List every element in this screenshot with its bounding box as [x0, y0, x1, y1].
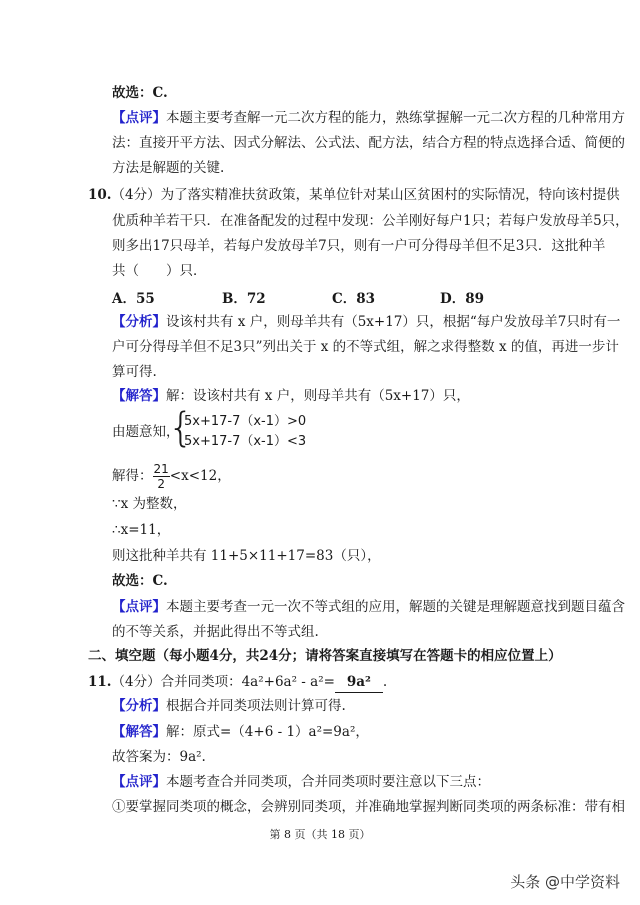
answer-q11	[112, 722, 369, 742]
comment-q10-line-2: 的不等关系，并据此得出不等式组.	[112, 624, 319, 640]
answer-q10-text-1: 解：设该村共有 x 户，则母羊共有（5x+17）只，	[166, 388, 470, 404]
analysis-q11-text: 根据合并同类项法则计算可得.	[166, 698, 346, 714]
comment-q11-text: 本题考查合并同类项，合并同类项时要注意以下三点：	[166, 774, 490, 790]
comment-q9-line-3: 方法是解题的关键.	[112, 160, 225, 176]
answer-tag-q11: 【解答】	[112, 724, 166, 740]
total-line: 则这批种羊共有 11+5×11+17=83（只），	[112, 548, 381, 564]
analysis-q10-text-1: 设该村共有 x 户，则母羊共有（5x+17）只，根据“每户发放母羊7只时有一	[166, 314, 621, 330]
option-a: A．55	[112, 291, 155, 307]
comment-q10-line-1	[112, 597, 625, 617]
answer-q11-text: 解：原式=（4+6 - 1）a²=9a²，	[166, 724, 369, 740]
watermark: 头条 @中学资料	[510, 873, 620, 891]
section-2-heading: 二、填空题（每小题4分，共24分；请将答案直接填写在答题卡的相应位置上）	[88, 648, 562, 664]
question-10-line-2: 优质种羊若干只．在准备配发的过程中发现：公羊刚好每户1只；若每户发放母羊5只，	[112, 213, 629, 229]
option-b: B．72	[222, 291, 266, 307]
inequality-row-2: 5x+17-7（x-1）<3	[184, 434, 307, 449]
solve-suffix: <x<12，	[169, 468, 231, 484]
comment-q9-text-1: 本题主要考查解一元二次方程的能力，熟练掌握解一元二次方程的几种常用方	[166, 110, 625, 126]
analysis-q10-line-3: 算可得.	[112, 364, 157, 380]
question-10-line-3: 则多出17只母羊，若每户发放母羊7只，则有一户可分得母羊但不足3只．这批种羊	[112, 238, 606, 254]
system-label: 由题意知，	[112, 424, 180, 440]
analysis-tag-q11: 【分析】	[112, 698, 166, 714]
question-11-number: 11.	[88, 674, 112, 690]
answer-q10-line-1	[112, 386, 470, 406]
question-10-line-4: 共（ ）只．	[112, 263, 207, 279]
solve-prefix: 解得：	[112, 468, 153, 484]
option-c: C．83	[332, 291, 376, 307]
therefore-line: ∴x=11，	[112, 522, 171, 538]
comment-q9-line-1	[112, 108, 625, 128]
analysis-q11	[112, 696, 346, 716]
answer-choice-q10: 故选：C.	[112, 573, 168, 589]
question-10-line-1	[88, 185, 620, 205]
comment-q11	[112, 772, 490, 792]
page-footer: 第 8 页（共 18 页）	[269, 828, 371, 841]
comment-q9-line-2: 法：直接开平方法、因式分解法、公式法、配方法，结合方程的特点选择合适、简便的	[112, 135, 625, 151]
comment-tag-q10: 【点评】	[112, 599, 166, 615]
question-11-stem: （4分）合并同类项：4a²+6a² - a²=	[111, 674, 335, 690]
question-10-text-1: （4分）为了落实精准扶贫政策，某单位针对某山区贫困村的实际情况，特向该村提供	[111, 187, 620, 203]
left-brace-icon: {	[168, 405, 194, 451]
fraction-numerator: 21	[153, 462, 169, 476]
comment-tag-q11: 【点评】	[112, 774, 166, 790]
comment-q10-text-1: 本题主要考查一元一次不等式组的应用，解题的关键是理解题意找到题目蕴含	[166, 599, 625, 615]
answer-blank: 9a²	[335, 672, 383, 693]
comment-tag: 【点评】	[112, 110, 166, 126]
option-d: D．89	[440, 291, 484, 307]
answer-tag: 【解答】	[112, 388, 166, 404]
comment-q11-point-1: ①要掌握同类项的概念，会辨别同类项，并准确地掌握判断同类项的两条标准：带有相	[112, 799, 625, 815]
solve-line	[112, 462, 231, 491]
fraction	[153, 462, 170, 491]
answer-q11-final: 故答案为：9a².	[112, 749, 206, 765]
analysis-q10-line-1	[112, 312, 620, 332]
question-10-number: 10.	[88, 187, 112, 203]
fraction-denominator: 2	[157, 477, 165, 491]
analysis-tag: 【分析】	[112, 314, 166, 330]
answer-choice-q9: 故选：C.	[112, 85, 168, 101]
inequality-row-1: 5x+17-7（x-1）>0	[184, 414, 307, 429]
analysis-q10-line-2: 户可分得母羊但不足3只”列出关于 x 的不等式组，解之求得整数 x 的值，再进一步计	[112, 339, 619, 355]
question-11-end: .	[382, 674, 388, 690]
since-line: ∵x 为整数，	[112, 496, 187, 512]
question-11-line	[88, 672, 387, 693]
